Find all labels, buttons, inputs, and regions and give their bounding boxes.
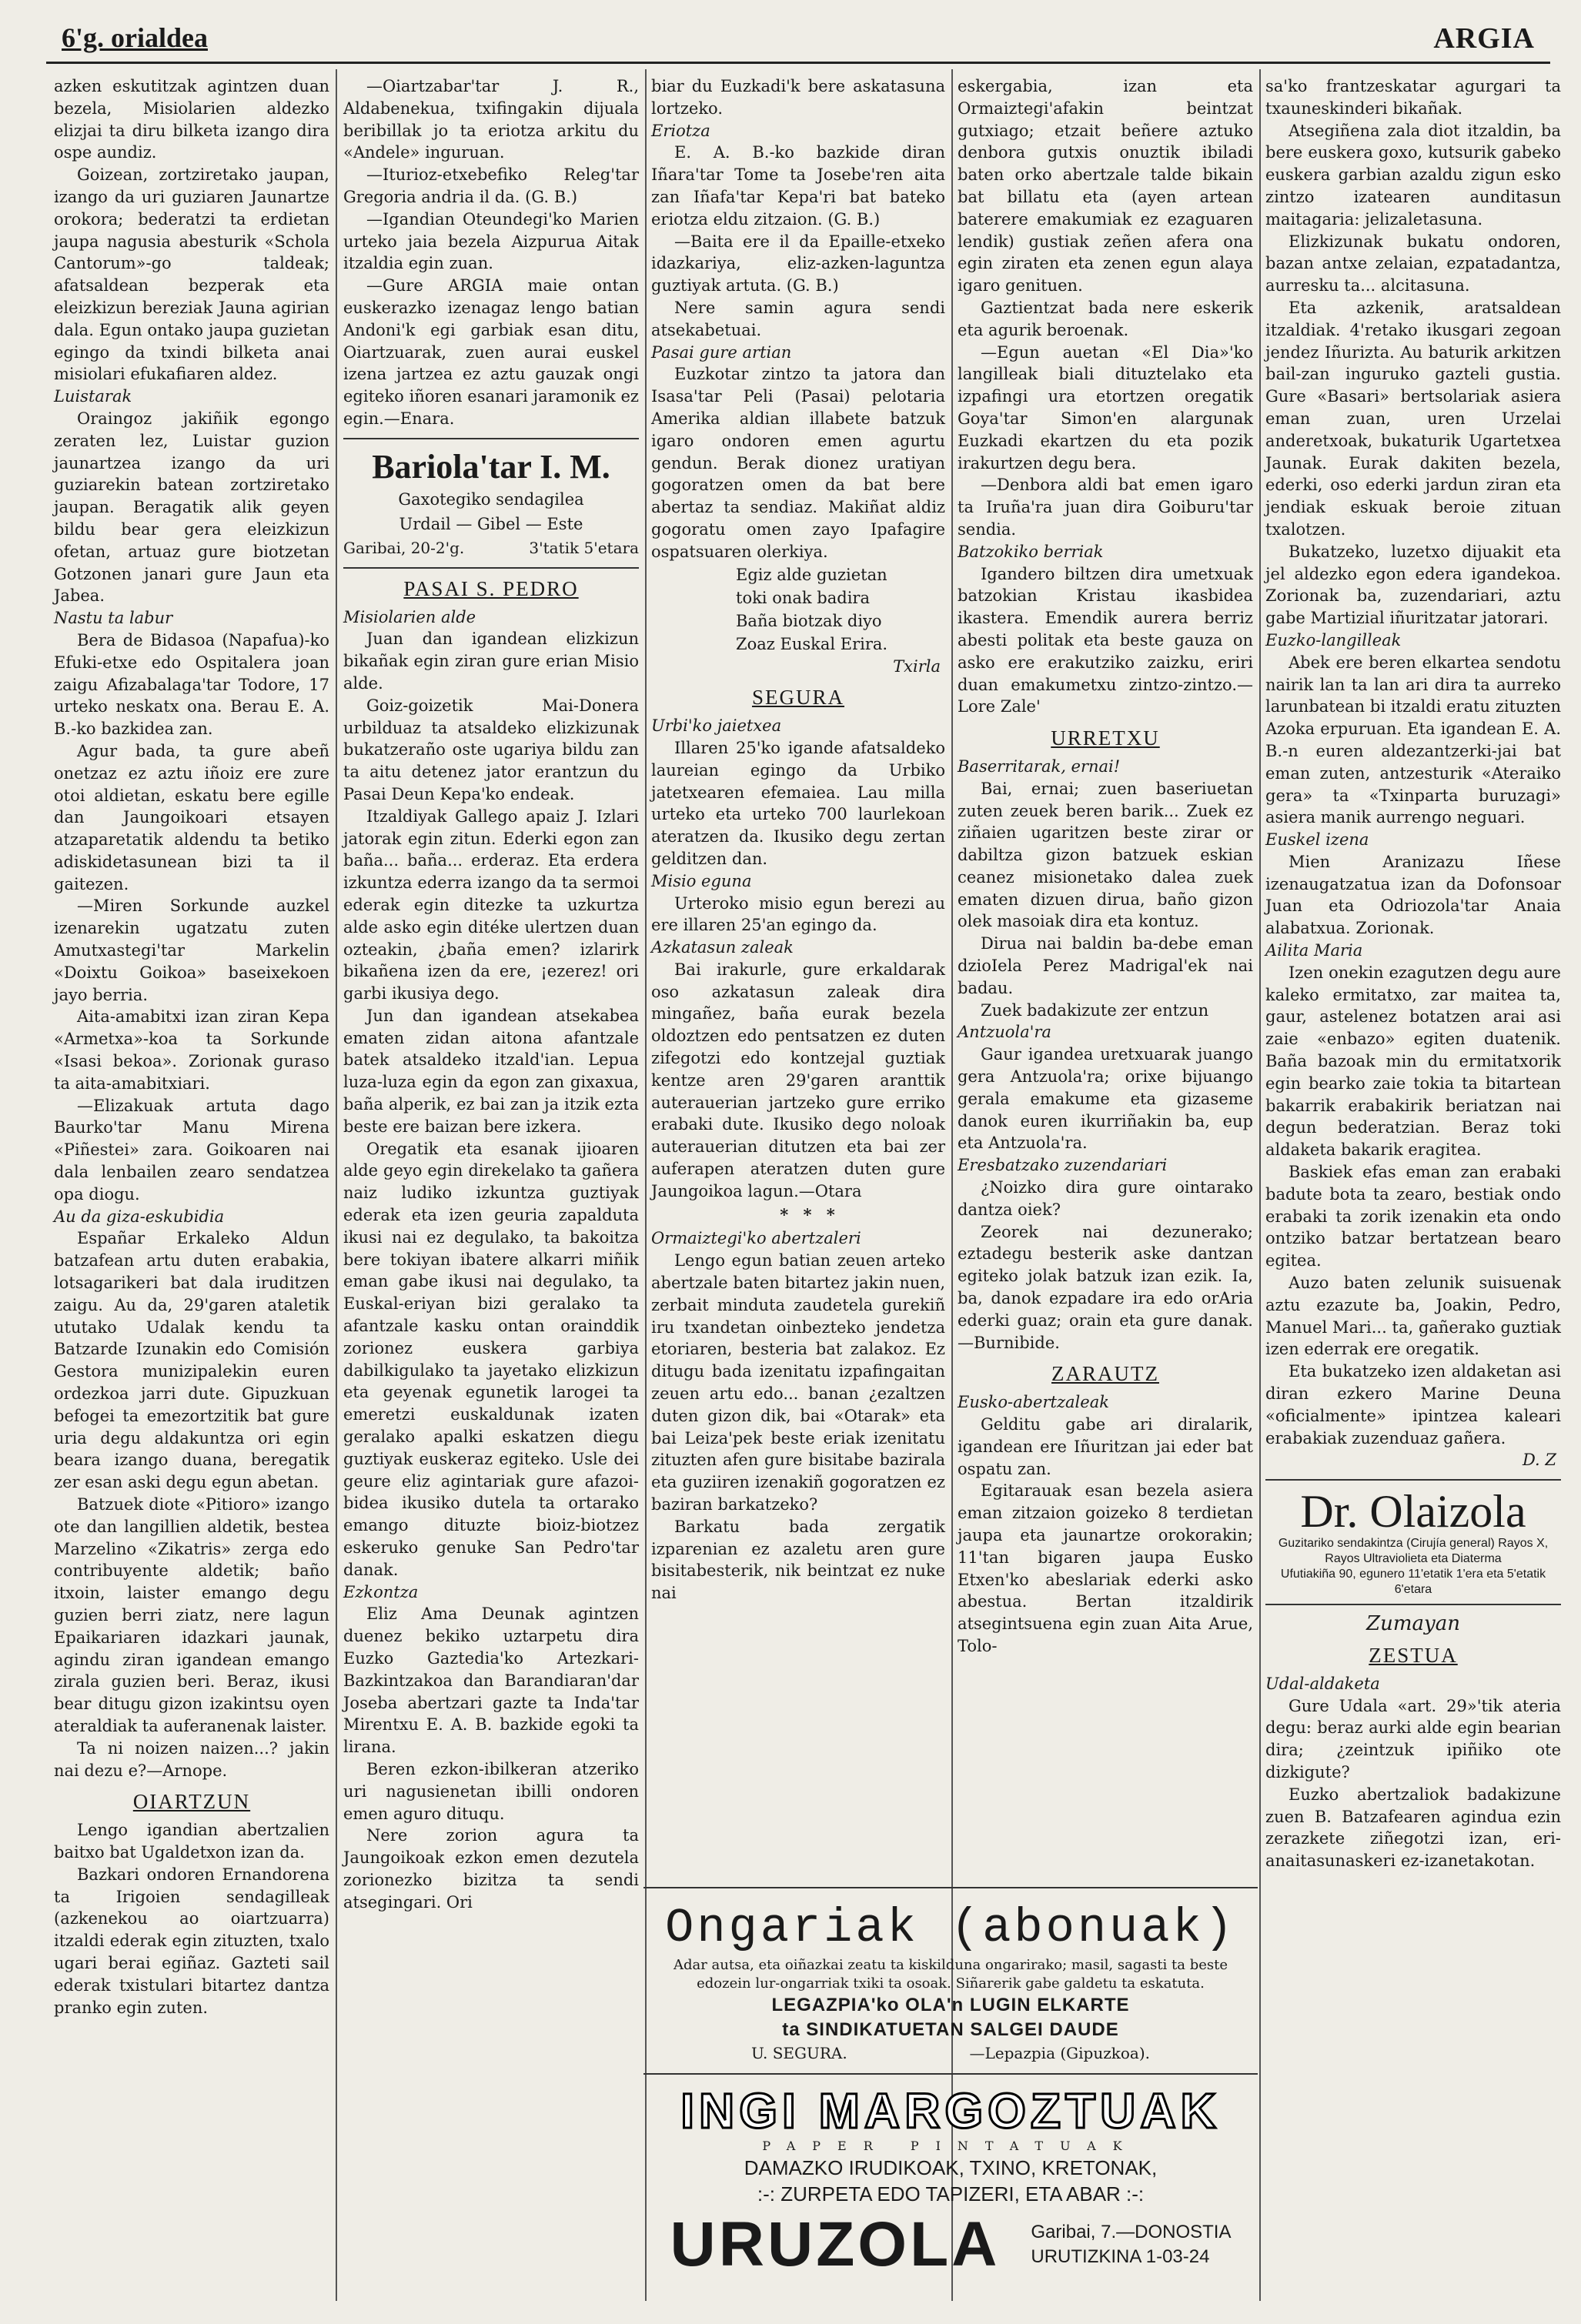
section-heading: Misiolarien alde xyxy=(343,607,476,626)
page-number: 6'g. orialdea xyxy=(62,22,208,53)
article-paragraph: —Igandian Oteundegi'ko Marien urteko jaia bezela Aizpurua Aitak itzaldia egin zuan. xyxy=(343,209,639,273)
page-header xyxy=(0,17,1581,63)
article-paragraph: Egitarauak esan bezela asiera eman zitzaion goizeko 8 terdietan jaupa eta jaunartze orokorakin; 11'tan bigaren jaupa Eusko Etxen'ko abeslariak ederki asko abestua. Bertan itzaldirik atsegintsuena egin zuan Aita Arue, Tolo- xyxy=(958,1481,1253,1655)
olaizola-address: Ufutiakiña 90, egunero 11'etatik 1'era eta 5'etatik 6'etara xyxy=(1280,1568,1546,1597)
article-paragraph: —Oiartzabar'tar J. R., Aldabenekua, txifingakin dijuala beribillak jo ta eriotza arkitu du «Andele» inguruan. xyxy=(343,77,639,162)
ongariak-seller: LEGAZPIA'ko OLA'n LUGIN ELKARTE xyxy=(771,1995,1130,2015)
column-2 xyxy=(343,75,639,1912)
doctor-olaizola-ad xyxy=(1265,1479,1561,1605)
article-paragraph: Gure Udala «art. 29»'tik ateria degu: beraz aurki alde egin bearian dira; ¿zeintzuk ipiñiko ote dizkigute? xyxy=(1265,1696,1561,1781)
article-paragraph: Eta bukatzeko izen aldaketan asi diran ezkero Marine Deuna «oficialmente» ipintzea kaleari erabakiak zuzenduaz gañera. xyxy=(1265,1362,1561,1447)
poem-line: Zoaz Euskal Erira. xyxy=(736,634,888,653)
town-heading: ZARAUTZ xyxy=(1051,1362,1159,1386)
article-paragraph: Lengo igandian abertzalien baitxo bat Ugaldetxon izan da. xyxy=(54,1821,329,1862)
uruzola-ad xyxy=(643,2084,1258,2278)
column-rule xyxy=(336,69,337,2301)
section-heading: Batzokiko berriak xyxy=(958,542,1104,561)
article-paragraph: Juan dan igandean elizkizun bikañak egin ziran gure erian Misio alde. xyxy=(343,629,639,693)
article-paragraph: Euzkotar zintzo ta jatora dan Isasa'tar Peli (Pasai) pelotaria Amerika aldian illabete batzuk igaro ondoren emen agurtu gendun. Berak dionez uratiyan gogoratzen omen da bat bere abertaz ta sendiaz. Makiñat aldiz gogoratu omen zayo Ipafagire ospatsuaren olerkiya. xyxy=(651,365,945,561)
article-paragraph: Nere zorion agura ta Jaungoikoak ezkon emen dezutela zorionezko bizitza ta sendi atsegingari. Ori xyxy=(343,1826,639,1912)
article-paragraph: Zeorek nai dezunerako; eztadegu besterik aske dantzan egiteko jolak batzuk izan ezik. Ia, ba, danok ezpadare ira edo orAria ederki guaz; orain eta gure danak.—Burnibide. xyxy=(958,1222,1253,1352)
article-paragraph: Aita-amabitxi izan ziran Kepa «Armetxa»-koa ta Sorkunde «Isasi bekoa». Zorionak guraso ta aita-amabitxiari. xyxy=(54,1007,329,1093)
article-paragraph: Gaur igandea uretxuarak juango gera Antzuola'ra; orixe bijuango gerala emakume eta gizaseme danok euren ikurriñakin ba, eup eta Antzuola'ra. xyxy=(958,1045,1253,1153)
column-4 xyxy=(958,75,1253,1655)
section-heading: Ezkontza xyxy=(343,1582,419,1601)
town-heading: OIARTZUN xyxy=(132,1790,251,1814)
article-paragraph: —Elizakuak artuta dago Baurko'tar Manu Mirena «Piñestei» zara. Goikoaren nai dala lenbailen zearo sendatzea opa diogu. xyxy=(54,1096,329,1204)
article-paragraph: Dirua nai baldin ba-debe eman dzioIela Perez Madrigal'ek nai badau. xyxy=(958,934,1253,997)
article-paragraph: —Egun auetan «El Dia»'ko langilleak biali dituztelako eta izpafingi ura etortzen oregatik Goya'tar Simon'en alargunak Euzkadi ekartzen du eta pozik irakurtzen degu bera. xyxy=(958,342,1253,472)
article-paragraph: Barkatu bada zergatik izparenian ez azaletu aren gure bisitabesterik, nik beintzat ez nuke nai xyxy=(651,1517,945,1603)
uruzola-address: Garibai, 7.—DONOSTIA xyxy=(1031,2222,1232,2242)
doctor-ad-name: Bariola'tar I. M. xyxy=(372,447,610,486)
article-paragraph: —Gure ARGIA maie ontan euskerazko izenagaz lengo batian Andoni'k egi garbiak esan ditu, Oiartzuarak, zuen aurai euskel izena jartzea ez aztu gauzak ongi egiteko iñoren esanari jaramonik ez egin.—Enara. xyxy=(343,276,639,428)
article-paragraph: eskergabia, izan eta Ormaiztegi'afakin beintzat gutxiago; etzait beñere aztuko denbora gutxis onuztik ibiladi baten orko abertzale talde bikain bat billatu eta (ayen artean baterere emakumiak ez ezaguaren lendik) gustiak zeñen afera ona egin ziraten eta zenen egun alaya igaro genituen. xyxy=(958,77,1253,296)
article-paragraph: —Iturioz-etxebefiko Releg'tar Gregoria andria il da. (G. B.) xyxy=(343,165,639,206)
article-paragraph: Atsegiñena zala diot itzaldin, ba bere euskera goxo, kutsurik gabeko euskera garbian azaldu zigun esko zintzo izatearen aunditasun maitagaria: jelizaletasuna. xyxy=(1265,121,1561,229)
article-paragraph: Españar Erkaleko Aldun batzafean artu duten erabakia, lotsagarikeri bat dala iruditzen zaigu. Au da, 29'garen ataletik ututako Udalak kendu ta Batzarde Izunakin edo Comisión Gestora munizipalekin euren ordezkoa jarri dute. Gipuzkuan befogei ta emezortzitik bat gure uria degu aldakuntza ori egin beara izango duana, beregatik zer esan aski degu egun abetan. xyxy=(54,1229,329,1492)
column-5 xyxy=(1265,75,1561,2299)
ongariak-address-1: U. SEGURA. xyxy=(751,2044,847,2062)
section-heading: Baserritarak, ernai! xyxy=(958,756,1121,776)
article-paragraph: Bazkari ondoren Ernandorena ta Irigoien sendagilleak (azkenekou ao oiartzuarra) itzaldi ederak egin zituzten, txalo ugari berai egiñaz. Gazteti sail ederak txistulari bitartez dantza pranko egin zuten. xyxy=(54,1865,329,2017)
article-paragraph: sa'ko frantzeskatar agurgari ta txauneskinderi bikañak. xyxy=(1265,77,1561,118)
article-paragraph: Bukatzeko, luzetxo dijuakit eta jel aldezko egon edera igandekoa. Zorionak ba, zuzendariari, aztu gabe Martizial iñuritzatar jatorari. xyxy=(1265,542,1561,628)
header-rule xyxy=(46,62,1550,64)
ad-rule xyxy=(643,1887,1258,1888)
section-heading: Eriotza xyxy=(651,121,710,140)
section-heading: Eresbatzako zuzendariari xyxy=(958,1156,1168,1175)
article-paragraph: Euzko abertzaliok badakizune zuen B. Batzafearen agindua ezin zerazkete ziñegotzi izan, eri-anaitasunaskeri ez-izanetakotan. xyxy=(1265,1785,1561,1871)
section-heading: Misio eguna xyxy=(651,871,752,890)
divider xyxy=(343,567,639,569)
article-paragraph: Gelditu gabe ari diralarik, igandean ere Iñuritzan jai eder bat ospatu zan. xyxy=(958,1415,1253,1478)
article-paragraph: Oraingoz jakiñik egongo zeraten lez, Luistar guzion jaunartzea izango da uri guziarekin batean zortziretako jaupan. Beragatik alik geyen bildu bear gera eleizkizun ofetan, artuaz gure biotzetan Gotzonen janari gure Jaun eta Jabea. xyxy=(54,409,329,606)
section-heading: Ailita Maria xyxy=(1265,941,1363,960)
article-paragraph: Baskiek efas eman zan erabaki badute bota ta zearo, bestiak ondo erabaki ta zorik izenakin eta ondo ontziko batzar bertatzean bearo egitea. xyxy=(1265,1163,1561,1271)
masthead: ARGIA xyxy=(1433,22,1535,55)
poem-signature: Txirla xyxy=(893,656,941,676)
town-heading: SEGURA xyxy=(751,686,844,710)
article-paragraph: Lengo egun batian zeuen arteko abertzale baten bitartez jakin nuen, zerbait minduta zaudetela gurekiñ iru txandetan oinbezteko jendetza etoriaren, besteria bat zalakoz. Ez ditugu bada izenitatu izpafingaitan zeuen artu edo... banan ¿ezaltzen duten gizon dik, bai «Otarak» eta bai Leiza'pek beste eriak izenitatu zituzten afen gure bisitabe bazirala eta guziiren izenakiñ gogoratzen ez baziran barkatzeko? xyxy=(651,1251,945,1514)
section-heading: Azkatasun zaleak xyxy=(651,938,794,957)
separator-stars: * * * xyxy=(780,1204,840,1224)
section-heading: Ormaiztegi'ko abertzaleri xyxy=(651,1229,861,1248)
town-heading: Zumayan xyxy=(1366,1612,1460,1636)
section-heading: Luistarak xyxy=(54,387,132,406)
poem-line: toki onak badira xyxy=(736,588,870,607)
article-paragraph: biar du Euzkadi'k bere askatasuna lortzeko. xyxy=(651,77,945,118)
ongariak-ad xyxy=(643,1901,1258,2064)
section-heading: Nastu ta labur xyxy=(54,609,173,628)
article-paragraph: —Miren Sorkunde auzkel izenarekin ugatzatu zuten Amutxastegi'tar Markelin «Doixtu Goikoa» baseixekoen jayo berria. xyxy=(54,897,329,1004)
column-rule xyxy=(1259,69,1261,2301)
article-paragraph: Elizkizunak bukatu ondoren, bazan antxe zelaian, ezpatadantza, aurresku ta... alcitasuna. xyxy=(1265,232,1561,296)
ingi-line-2: :-: ZURPETA EDO TAPIZERI, ETA ABAR :-: xyxy=(757,2182,1145,2205)
uruzola-name: URUZOLA xyxy=(670,2209,1001,2279)
town-heading: URRETXU xyxy=(1051,726,1160,750)
article-paragraph: Oregatik eta esanak ijioaren alde geyo egin direkelako ta gañera naiz ludiko izkuntza guztiyak ederak eta izen geuria zapalduta ikusi nai ez degulako, ta bakoitza bere tokiyan ibatere alkarri miñik eman gabe ikusi nai degulako, ta Euskal-eriyan bizi geralako ta afantzale kasku ontan orainddik zorionez euskera garbiya dabilkigulako ta jayetako elizkizun eta geyenak egunetik larogei ta emeretzi euskaldunak izaten geralako apalki eskatzen diegu guztiyak euskeraz egiteko. Usle dei geure eliz agintariak gure afazoi-bidea ikusiko dutela ta ortarako emango dituzte bioiz-biotzez eskeruko genuke San Pedro'tar danak. xyxy=(343,1139,639,1579)
article-paragraph: Izen onekin ezagutzen degu aure kaleko ermitatxo, zar maitea ta, gaur, astelenez botatzen arai asi zaie «enbazo» egiten duatenik. Baña bazoak min du ermitatxorik egin bearko zaie tokia ta bitartean bakarrik erabakirik beriatzan nai degun bederatzian. Beraz toki aldaketa bakarik eragitea. xyxy=(1265,963,1561,1160)
article-paragraph: —Baita ere il da Epaille-etxeko idazkariya, eliz-azken-laguntza guztiyak artuta. (G. B.) xyxy=(651,232,945,296)
article-paragraph: Agur bada, ta gure abeñ onetzaz ez aztu iñoiz ere zure otoi aldietan, eskatu bere egille dan Jaungoikoari etsayen atzaparetatik aldendu ta betiko adiskidetasunean bizi ta il gaitezen. xyxy=(54,741,329,893)
article-paragraph: Goizean, zortziretako jaupan, izango da uri guziaren Jaunartze orokora; bederatzi ta erdietan jaupa nagusia abesturik «Schola Cantorum»-go taldeak; afatsaldean bezperak eta eleizkizun bereziak Jauna agirian dala. Egun ontako jaupa guzietan egingo da txindi bilketa anai misiolari efukafiaren aldez. xyxy=(54,165,329,384)
column-3 xyxy=(651,75,945,1603)
article-paragraph: Mien Aranizazu Iñese izenaugatzatua izan da Dofonsoar Juan eta Odriozola'tar Anaia alabatxua. Zorionak. xyxy=(1265,852,1561,938)
article-paragraph: Bai, ernai; zuen baseriuetan zuten zeuek beren barik... Zuek ez ziñaien ugaritzen beste zirar or dabiltza gizon batzuek eskian ceanez misionetako dalea zuek ematen dizuen dirua, baño gizon olek masoiak dira eta kontuz. xyxy=(958,779,1253,931)
ongariak-address-2: —Lepazpia (Gipuzkoa). xyxy=(969,2044,1150,2062)
article-paragraph: azken eskutitzak agintzen duan bezela, Misiolarien aldezko elizjai ta diru bilketa izango dira ospe aundiz. xyxy=(54,77,329,162)
poem-line: Egiz alde guzietan xyxy=(736,565,887,584)
town-heading: ZESTUA xyxy=(1369,1644,1458,1667)
article-paragraph: Nere samin agura sendi atsekabetuai. xyxy=(651,298,945,339)
section-heading: Pasai gure artian xyxy=(651,342,792,362)
article-paragraph: Batzuek diote «Pitioro» izango ote dan langillien aldetik, bestea Marzelino «Zikatris» zerga edo contribuyente aldetik; baño itxoin, laister emango degu guzien berri ziatz, nere lagun Epaikariaren idazkari jaunak, agindu ziran igandean emango zirala guzien beri. Beraz, ikusi bear ditugu gizon izakintsu oyen ateraldiak ta auferanenak laister. xyxy=(54,1495,329,1735)
poem-line: Baña biotzak diyo xyxy=(736,611,882,630)
article-paragraph: Zuek badakizute zer entzun xyxy=(981,1000,1209,1020)
section-heading: Eusko-abertzaleak xyxy=(958,1393,1109,1412)
article-paragraph: Eliz Ama Deunak agintzen duenez bekiko uztarpetu dira Euzko Gaztedia'ko Artezkari-Bazkintzakoa dan Barandiaran'dar Joseba abertzari gazte ta Inda'tar Mirentxu E. A. B. bazkide egoki ta lirana. xyxy=(343,1604,639,1757)
doctor-ad-hours: 3'tatik 5'etara xyxy=(529,538,639,557)
ad-divider xyxy=(643,2073,1258,2075)
article-paragraph: Bera de Bidasoa (Napafua)-ko Efuki-etxe edo Ospitalera joan zaigu Afizabalaga'tar Todore, 17 urteko neskatx ona. Berau E. A. B.-ko bazkidea zan. xyxy=(54,630,329,739)
section-heading: Urbi'ko jaietxea xyxy=(651,716,782,736)
section-heading: Udal-aldaketa xyxy=(1265,1674,1380,1693)
article-paragraph: Beren ezkon-ibilkeran atzeriko uri nagusienetan ibilli ondoren emen aguro dituqu. xyxy=(343,1759,639,1823)
ongariak-description: Adar autsa, eta oiñazkai zeatu ta kiskilduna ongarirako; masil, sagasti ta beste edozein lur-ongarriak txiki ta osoak. Siñarerik gabe galdetu ta eskatuta. xyxy=(673,1957,1228,1992)
article-paragraph: Goiz-goizetik Mai-Donera urbilduaz ta atsaldeko elizkizunak bukatzeraño oste ugariya bildu zan ta aitu detenez jator erantzun du Pasai Deun Kepa'ko endeak. xyxy=(343,696,639,803)
article-paragraph: Auzo baten zelunik suisuenak aztu ezazute ba, Joakin, Pedro, Manuel Mari... ta, gañerako guztiak izen ederrak ere oregatik. xyxy=(1265,1274,1561,1359)
column-1 xyxy=(54,75,329,2299)
article-paragraph: Bai irakurle, gure erkaldarak oso azkatasun zaleak dira mingañez, baña eurak bezela oldoztzen edo pentsatzen ez duten zifegotzi edo kontzejal guztiak kentze aren 29'garen aranttik auterauerian jartzeko gure erriko erabaki dute. Ikusiko dego noloak auterauerian ditutzen eta bai zer auferapen ateratzen duten gure Jaungoikoa lagun.—Otara xyxy=(651,960,945,1200)
article-paragraph: Abek ere beren elkartea sendotu nairik lan ta lan ari dira ta aurreko larunbatean bi itzaldi eratu zituzten Azoka erpuruan. Eta igandean E. A. B.-n euren aldezantzerki-jai bat eman zuten, antzesturik «Ateraiko gera» ta «Txinparta buruzagi» asiera manik aurrengo neguari. xyxy=(1265,653,1561,827)
article-paragraph: Gaztientzat bada nere eskerik eta agurik beroenak. xyxy=(958,298,1253,339)
section-heading: Euskel izena xyxy=(1265,830,1369,850)
town-heading: PASAI S. PEDRO xyxy=(403,576,579,600)
article-paragraph: Urteroko misio egun berezi au ere illaren 25'an egingo da. xyxy=(651,893,945,935)
article-paragraph: E. A. B.-ko bazkide diran Iñara'tar Tome ta Josebe'ren aita zan Iñafa'tar Kepa'ri bat bateko eriotza eldu zitzaion. (G. B.) xyxy=(651,143,945,229)
doctor-ad xyxy=(343,447,639,559)
doctor-ad-speciality: Urdail — Gibel — Este xyxy=(399,514,583,533)
article-paragraph: Illaren 25'ko igande afatsaldeko laureian egingo da Urbiko jatetxearen efemaiea. Lau milla urteko eta urteko 700 laurlekoan ateratzen da. Ikusiko degu zertan gelditzen dan. xyxy=(651,738,945,868)
article-signature: D. Z xyxy=(1522,1451,1556,1470)
section-heading: Antzuola'ra xyxy=(958,1023,1051,1042)
divider xyxy=(343,438,639,439)
article-paragraph: ¿Noizko dira gure ointarako dantza oiek? xyxy=(958,1178,1253,1219)
olaizola-name: Dr. Olaizola xyxy=(1300,1486,1526,1538)
ongariak-availability: ta SINDIKATUETAN SALGEI DAUDE xyxy=(782,2019,1119,2040)
ingi-margoztuak-title: INGI MARGOZTUAK xyxy=(680,2083,1221,2139)
article-paragraph: Ta ni noizen naizen...? jakin nai dezu e?—Arnope. xyxy=(54,1738,329,1780)
article-paragraph: —Denbora aldi bat emen igaro ta Iruña'ra juan dira Goiburu'tar sendia. xyxy=(958,476,1253,539)
article-paragraph: Eta azkenik, aratsaldean itzaldiak. 4'retako ikusgari zegoan jendez Iñurizta. Au baturik arkitzen bail-zan inguruko gazteli gustia. Gure «Basari» bertsolariak asiera eman zuan, uren Urzelai anderetxoak, bukaturik Ugartetxea Jaunak. Eurak dakiten bezela, ederki, oso ederki jardun ziran eta jendiak eskuak beroie zituan txalotzen. xyxy=(1265,298,1561,539)
section-heading: Au da giza-eskubidia xyxy=(54,1207,225,1226)
article-paragraph: Igandero biltzen dira umetxuak batzokian Kristau ikasbidea ikastera. Emendik aurera berriz abesti politak eta beste gauza on asko ere erakutziko zaizku, eriri duan emakumetxu zintzo-zintzo.—Lore Zale' xyxy=(958,564,1253,716)
section-heading: Euzko-langilleak xyxy=(1265,630,1402,649)
bottom-ads xyxy=(643,1901,1258,2286)
doctor-ad-title: Gaxotegiko sendagilea xyxy=(398,489,584,509)
olaizola-services: Guzitariko sendakintza (Cirujía general) Rayos X, Rayos Ultraviolieta eta Diaterma xyxy=(1278,1537,1549,1566)
ongariak-title: Ongariak (abonuak) xyxy=(665,1901,1236,1955)
ingi-subtitle: PAPER PINTATUAK xyxy=(762,2139,1139,2153)
article-paragraph: Jun dan igandean atsekabea ematen zidan aitona afantzale batek atsaldeko itzald'ian. Lepua luza-luza egin da egon zan gixaxua, baña alperik, ez bai zan ja itzik ezta beste ere baizan bere izkera. xyxy=(343,1006,639,1136)
ingi-line-1: DAMAZKO IRUDIKOAK, TXINO, KRETONAK, xyxy=(744,2156,1158,2179)
uruzola-phone: URUTIZKINA 1-03-24 xyxy=(1031,2246,1210,2267)
poem xyxy=(651,563,945,656)
doctor-ad-address: Garibai, 20-2'g. xyxy=(343,538,465,557)
article-paragraph: Itzaldiyak Gallego apaiz J. Izlari jatorak egin zitun. Ederki egon zan baña... baña... erderaz. Eta erdera izkuntza ederra izango da ta sermoi ederak egin ditezke ta uzkurtza alde asko egin ditéke ulertzen duan ozteakin, ¿baña emen? izlarirk bikañena izen da ere, ¡ezerez! ori garbi ikusiya dego. xyxy=(343,806,639,1003)
